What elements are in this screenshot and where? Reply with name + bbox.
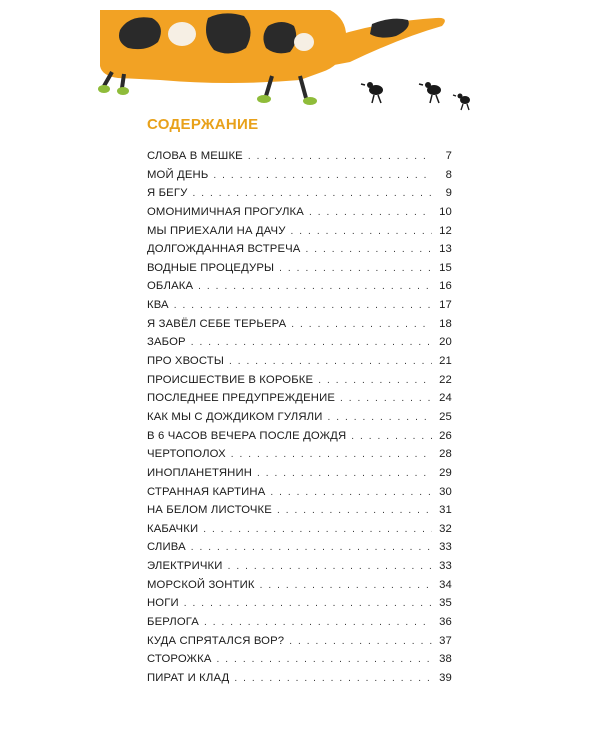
toc-entry-title: ЭЛЕКТРИЧКИ — [147, 560, 223, 573]
toc-entry-title: МОРСКОЙ ЗОНТИК — [147, 578, 255, 591]
toc-entry — [147, 560, 452, 579]
cat-leg-4 — [300, 76, 306, 98]
toc-entry-title: КУДА СПРЯТАЛСЯ ВОР? — [147, 634, 285, 647]
toc-entry — [147, 150, 452, 169]
toc-leader-dots — [270, 487, 432, 498]
toc-leader-dots — [213, 170, 432, 181]
toc-entry-page: 15 — [439, 261, 452, 274]
toc-entry — [147, 318, 452, 337]
toc-leader-dots — [257, 468, 432, 479]
toc-entry-title: ПРОИСШЕСТВИЕ В КОРОБКЕ — [147, 373, 314, 386]
toc-entry-title: ЧЕРТОПОЛОХ — [147, 448, 226, 461]
toc-entry — [147, 448, 452, 467]
toc-entry-page: 32 — [439, 522, 452, 535]
toc-entry-page: 36 — [439, 616, 452, 629]
toc-entry-title: ИНОПЛАНЕТЯНИН — [147, 466, 253, 479]
toc-entry-title: КАК МЫ С ДОЖДИКОМ ГУЛЯЛИ — [147, 410, 323, 423]
toc-entry-page: 7 — [445, 150, 452, 162]
toc-entry — [147, 374, 452, 393]
toc-leader-dots — [340, 393, 432, 404]
toc-entry-title: ПРО ХВОСТЫ — [147, 355, 224, 368]
toc-entry — [147, 672, 452, 691]
toc-entry — [147, 225, 452, 244]
toc-entry — [147, 392, 452, 411]
bird-1 — [361, 82, 383, 103]
toc-entry-page: 39 — [439, 671, 452, 684]
toc-entry-page: 30 — [439, 485, 452, 498]
toc-title: СОДЕРЖАНИЕ — [147, 116, 259, 133]
toc-leader-dots — [217, 654, 432, 665]
toc-entry-title: МОЙ ДЕНЬ — [147, 168, 209, 181]
toc-entry-page: 29 — [439, 466, 452, 479]
toc-entry-page: 22 — [439, 373, 452, 386]
toc-entry — [147, 486, 452, 505]
toc-leader-dots — [234, 673, 432, 684]
toc-entry-page: 34 — [439, 578, 452, 591]
toc-entry-page: 13 — [439, 243, 452, 256]
toc-entry-title: Я БЕГУ — [147, 187, 188, 200]
toc-leader-dots — [291, 319, 432, 330]
toc-entry-page: 18 — [439, 317, 452, 330]
toc-entry-page: 33 — [439, 541, 452, 554]
toc-entry — [147, 597, 452, 616]
cat-spot-3 — [263, 22, 296, 53]
toc-entry-page: 17 — [439, 299, 452, 312]
toc-leader-dots — [191, 337, 432, 348]
toc-entry-title: ОМОНИМИЧНАЯ ПРОГУЛКА — [147, 205, 304, 218]
toc-entry-page: 31 — [439, 504, 452, 517]
cat-boot-3 — [257, 95, 271, 103]
toc-entry — [147, 579, 452, 598]
toc-leader-dots — [192, 188, 432, 199]
cat-patch-2 — [294, 33, 314, 51]
toc-leader-dots — [229, 356, 432, 367]
toc-entry — [147, 280, 452, 299]
toc-entry — [147, 336, 452, 355]
toc-entry — [147, 411, 452, 430]
toc-entry — [147, 355, 452, 374]
toc-leader-dots — [277, 505, 432, 516]
toc-leader-dots — [198, 281, 432, 292]
toc-entry-title: КВА — [147, 299, 169, 312]
toc-leader-dots — [318, 375, 432, 386]
toc-entry — [147, 541, 452, 560]
toc-leader-dots — [184, 598, 432, 609]
toc-entry — [147, 467, 452, 486]
toc-entry-title: НА БЕЛОМ ЛИСТОЧКЕ — [147, 504, 272, 517]
toc-entry-title: СТРАННАЯ КАРТИНА — [147, 485, 266, 498]
toc-list — [147, 150, 452, 691]
toc-leader-dots — [174, 300, 432, 311]
toc-entry-title: ОБЛАКА — [147, 280, 194, 293]
toc-entry-title: НОГИ — [147, 597, 179, 610]
toc-leader-dots — [203, 524, 432, 535]
toc-leader-dots — [279, 263, 432, 274]
toc-entry-page: 16 — [439, 280, 452, 293]
toc-entry — [147, 635, 452, 654]
toc-leader-dots — [309, 207, 432, 218]
toc-leader-dots — [204, 617, 432, 628]
toc-leader-dots — [260, 580, 432, 591]
toc-entry-page: 9 — [445, 187, 452, 200]
cat-illustration — [0, 0, 600, 115]
toc-entry — [147, 187, 452, 206]
toc-leader-dots — [228, 561, 432, 572]
toc-leader-dots — [248, 151, 432, 162]
toc-entry — [147, 206, 452, 225]
toc-leader-dots — [306, 244, 433, 255]
toc-entry-page: 37 — [439, 634, 452, 647]
toc-entry-page: 33 — [439, 560, 452, 573]
toc-leader-dots — [351, 431, 432, 442]
cat-boot-2 — [117, 87, 129, 95]
toc-entry-title: БЕРЛОГА — [147, 616, 199, 629]
toc-entry-page: 28 — [439, 448, 452, 461]
cat-spot-2 — [206, 13, 251, 53]
toc-entry — [147, 243, 452, 262]
toc-entry-title: СТОРОЖКА — [147, 653, 212, 666]
cat-boot-4 — [303, 97, 317, 105]
toc-entry-page: 26 — [439, 429, 452, 442]
toc-entry-title: В 6 ЧАСОВ ВЕЧЕРА ПОСЛЕ ДОЖДЯ — [147, 429, 347, 442]
toc-entry-page: 10 — [439, 205, 452, 218]
toc-entry-title: ВОДНЫЕ ПРОЦЕДУРЫ — [147, 261, 275, 274]
toc-entry-page: 8 — [445, 168, 452, 181]
toc-entry — [147, 430, 452, 449]
toc-entry-page: 21 — [439, 355, 452, 368]
toc-leader-dots — [231, 449, 432, 460]
toc-entry-title: ЗАБОР — [147, 336, 186, 349]
bird-3 — [453, 94, 470, 111]
toc-entry — [147, 262, 452, 281]
toc-entry — [147, 653, 452, 672]
toc-entry-page: 24 — [439, 392, 452, 405]
toc-entry-page: 12 — [439, 224, 452, 237]
toc-entry-page: 25 — [439, 410, 452, 423]
toc-entry-title: МЫ ПРИЕХАЛИ НА ДАЧУ — [147, 224, 286, 237]
cat-leg-2 — [122, 74, 124, 88]
toc-entry — [147, 616, 452, 635]
cat-boot-1 — [98, 85, 110, 93]
bird-2 — [419, 82, 441, 103]
toc-entry — [147, 504, 452, 523]
toc-entry-page: 35 — [439, 597, 452, 610]
toc-leader-dots — [289, 636, 432, 647]
toc-entry — [147, 299, 452, 318]
toc-leader-dots — [291, 226, 432, 237]
toc-entry-title: Я ЗАВЁЛ СЕБЕ ТЕРЬЕРА — [147, 317, 287, 330]
cat-patch-1 — [168, 22, 196, 46]
toc-entry-page: 38 — [439, 653, 452, 666]
toc-entry-title: ПОСЛЕДНЕЕ ПРЕДУПРЕЖДЕНИЕ — [147, 392, 336, 405]
toc-leader-dots — [191, 542, 432, 553]
toc-entry-title: КАБАЧКИ — [147, 522, 199, 535]
toc-entry-title: ПИРАТ И КЛАД — [147, 671, 230, 684]
toc-entry — [147, 523, 452, 542]
toc-entry — [147, 169, 452, 188]
toc-entry-title: СЛОВА В МЕШКЕ — [147, 150, 243, 162]
toc-entry-title: СЛИВА — [147, 541, 186, 554]
toc-entry-title: ДОЛГОЖДАННАЯ ВСТРЕЧА — [147, 243, 301, 256]
toc-entry-page: 20 — [439, 336, 452, 349]
toc-leader-dots — [328, 412, 433, 423]
